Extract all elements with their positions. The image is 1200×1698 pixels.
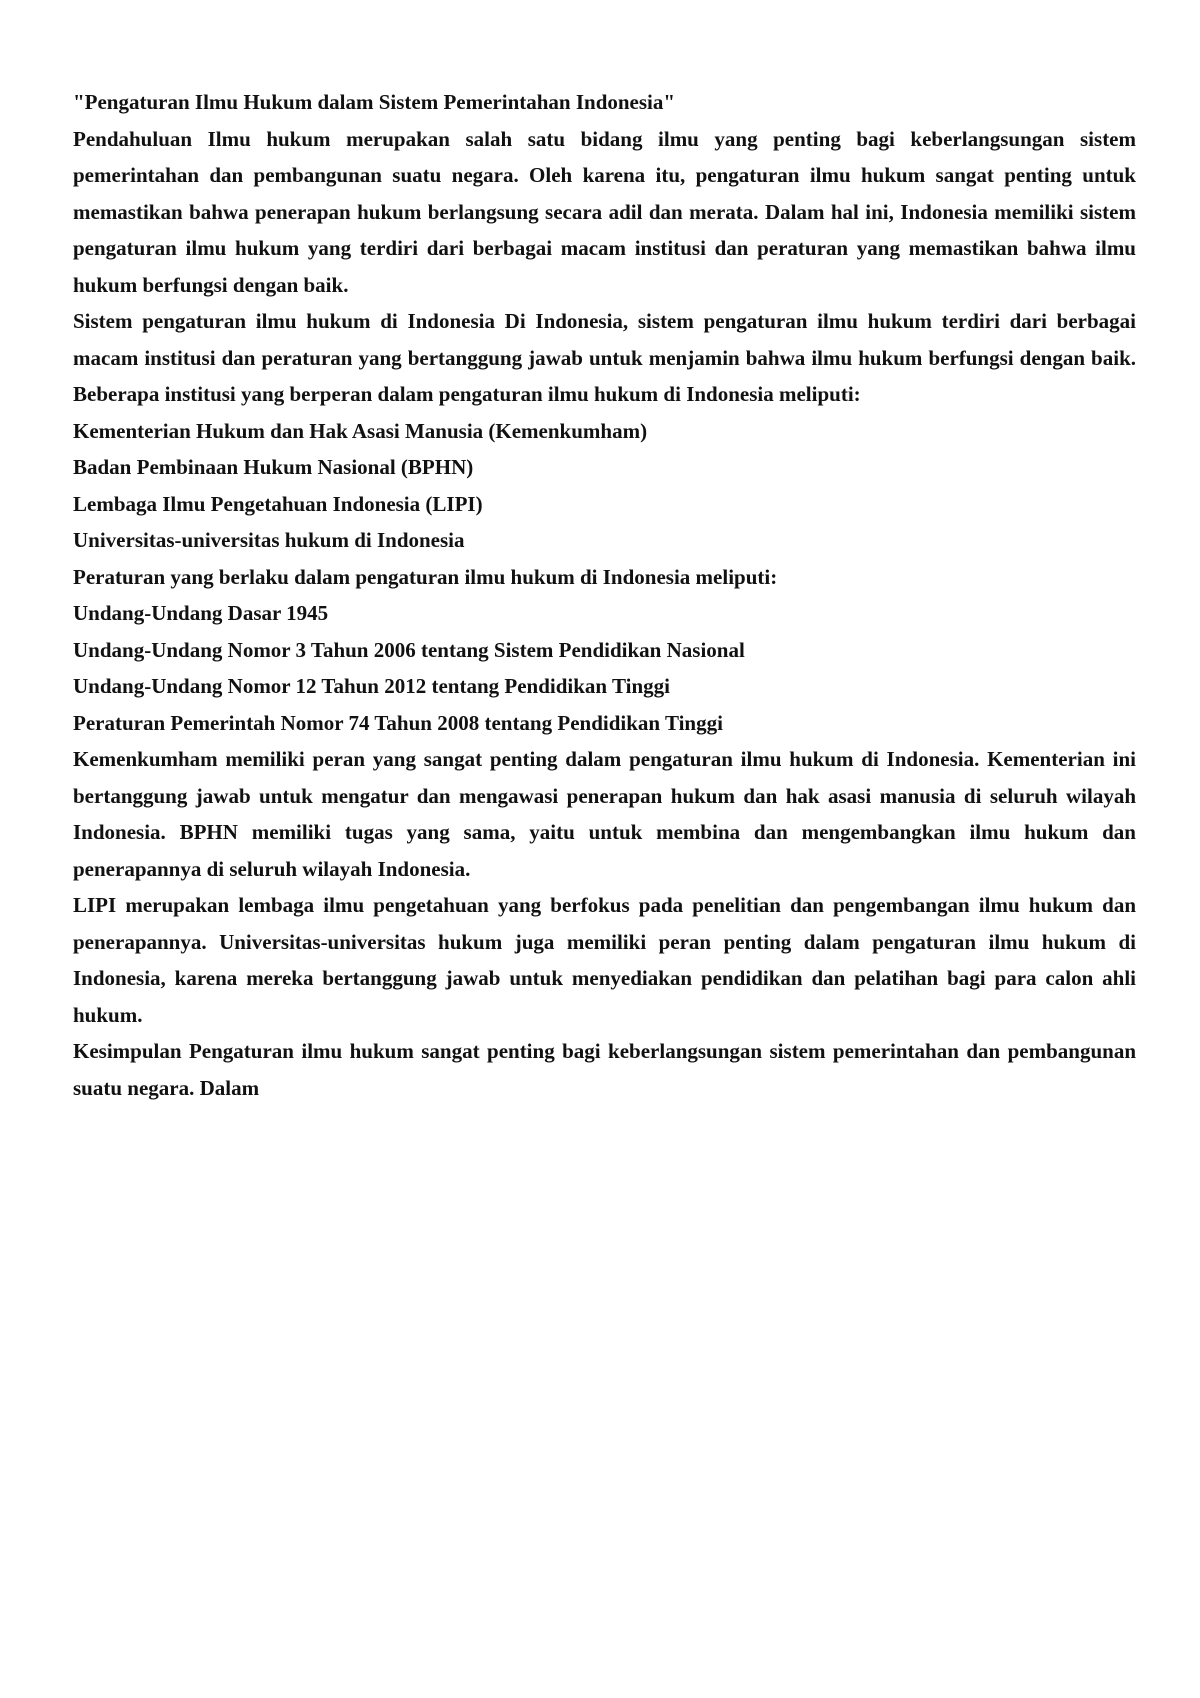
regulation-item: Peraturan Pemerintah Nomor 74 Tahun 2008 tentang Pendidikan Tinggi — [73, 710, 723, 735]
document-body — [73, 84, 1136, 1106]
regulation-item: Undang-Undang Nomor 3 Tahun 2006 tentang Sistem Pendidikan Nasional — [73, 637, 745, 662]
regulations-intro: Peraturan yang berlaku dalam pengaturan ilmu hukum di Indonesia meliputi: — [73, 564, 778, 589]
regulation-item: Undang-Undang Nomor 12 Tahun 2012 tentang Pendidikan Tinggi — [73, 674, 670, 698]
institution-item: Kementerian Hukum dan Hak Asasi Manusia (Kemenkumham) — [73, 418, 648, 443]
institution-item: Universitas-universitas hukum di Indonesia — [73, 528, 465, 552]
kemenkumham-paragraph: Kemenkumham memiliki peran yang sangat penting dalam pengaturan ilmu hukum di Indonesia. Kementerian ini bertanggung jawab untuk mengatur dan mengawasi penerapan hukum dan hak asasi manusia di seluruh wilayah Indonesia. BPHN memiliki tugas yang sama, yaitu untuk membina dan mengembangkan ilmu hukum dan penerapannya di seluruh wilayah Indonesia. — [73, 747, 1136, 881]
institution-item: Lembaga Ilmu Pengetahuan Indonesia (LIPI) — [73, 491, 483, 516]
institution-item: Badan Pembinaan Hukum Nasional (BPHN) — [73, 455, 474, 479]
system-paragraph: Sistem pengaturan ilmu hukum di Indonesia Di Indonesia, sistem pengaturan ilmu hukum terdiri dari berbagai macam institusi dan peraturan yang bertanggung jawab untuk menjamin bahwa ilmu hukum berfungsi dengan baik. Beberapa institusi yang berperan dalam pengaturan ilmu hukum di Indonesia meliputi: — [73, 309, 1136, 406]
regulation-item: Undang-Undang Dasar 1945 — [73, 601, 329, 625]
intro-paragraph: Pendahuluan Ilmu hukum merupakan salah satu bidang ilmu yang penting bagi keberlangsungan sistem pemerintahan dan pembangunan suatu negara. Oleh karena itu, pengaturan ilmu hukum sangat penting untuk memastikan bahwa penerapan hukum berlangsung secara adil dan merata. Dalam hal ini, Indonesia memiliki sistem pengaturan ilmu hukum yang terdiri dari berbagai macam institusi dan peraturan yang memastikan bahwa ilmu hukum berfungsi dengan baik. — [73, 126, 1136, 297]
lipi-paragraph: LIPI merupakan lembaga ilmu pengetahuan yang berfokus pada penelitian dan pengembangan ilmu hukum dan penerapannya. Universitas-universitas hukum juga memiliki peran penting dalam pengaturan ilmu hukum di Indonesia, karena mereka bertanggung jawab untuk menyediakan pendidikan dan pelatihan bagi para calon ahli hukum. — [73, 893, 1136, 1027]
conclusion-paragraph: Kesimpulan Pengaturan ilmu hukum sangat penting bagi keberlangsungan sistem pemerintahan dan pembangunan suatu negara. Dalam — [73, 1039, 1136, 1100]
document-title: "Pengaturan Ilmu Hukum dalam Sistem Pemerintahan Indonesia" — [73, 90, 676, 114]
